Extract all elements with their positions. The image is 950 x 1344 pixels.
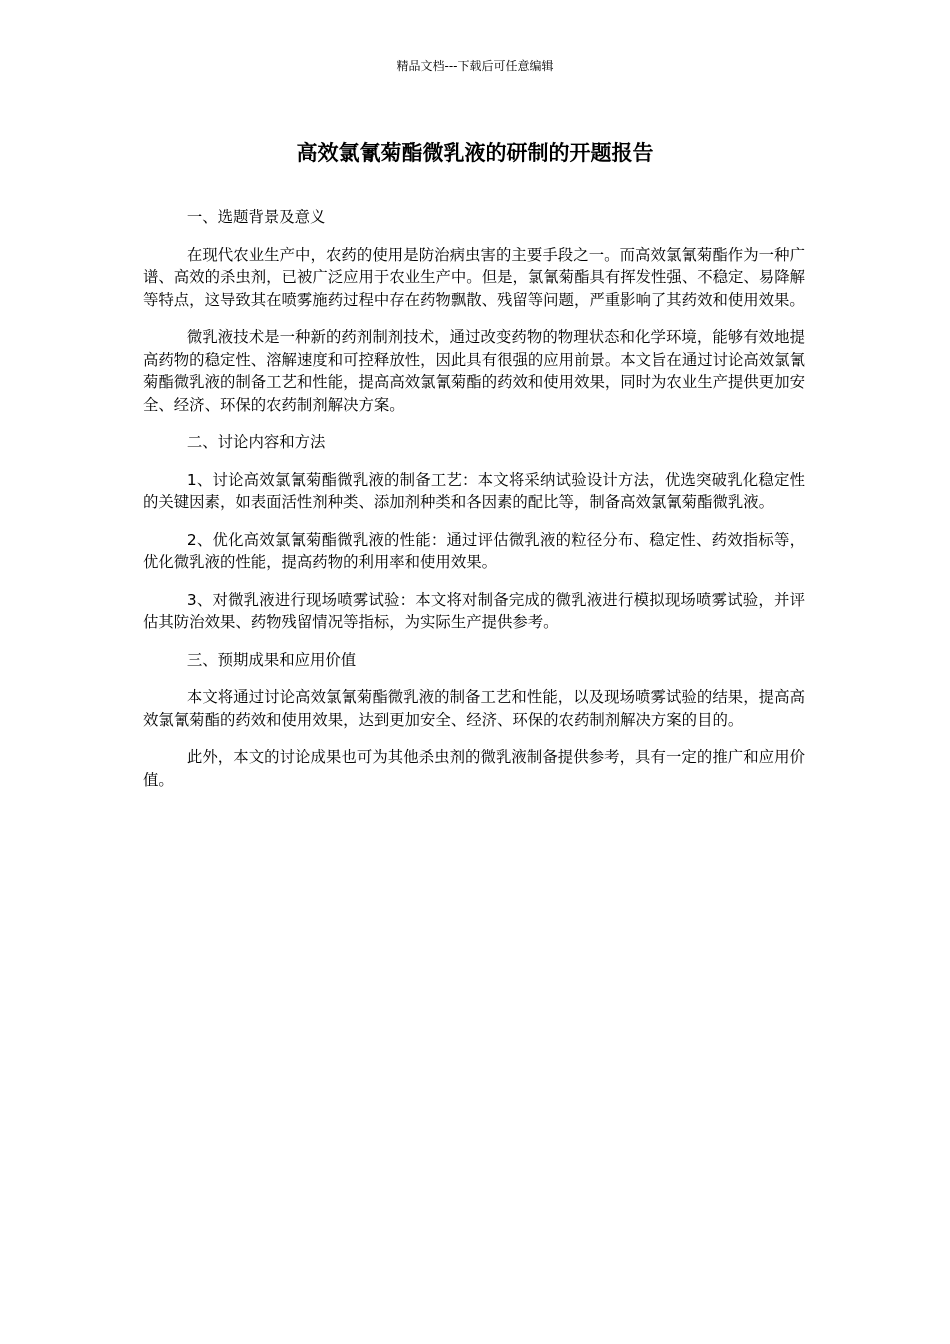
paragraph: 在现代农业生产中，农药的使用是防治病虫害的主要手段之一。而高效氯氰菊酯作为一种广谱、高效的杀虫剂，已被广泛应用于农业生产中。但是，氯氰菊酯具有挥发性强、不稳定、易降解等特点，这导致其在喷雾施药过程中存在药物飘散、残留等问题，严重影响了其药效和使用效果。 — [143, 245, 805, 309]
section-heading-content-methods: 二、讨论内容和方法 — [186, 433, 326, 451]
section-heading-background: 一、选题背景及意义 — [186, 208, 326, 226]
section-heading-expected-results: 三、预期成果和应用价值 — [186, 650, 357, 669]
document-title: 高效氯氰菊酯微乳液的研制的开题报告 — [296, 141, 654, 165]
paragraph: 此外，本文的讨论成果也可为其他杀虫剂的微乳液制备提供参考，具有一定的推广和应用价值。 — [143, 748, 805, 789]
page-header: 精品文档---下载后可任意编辑 — [396, 59, 554, 73]
paragraph: 3、对微乳液进行现场喷雾试验：本文将对制备完成的微乳液进行模拟现场喷雾试验，并评估其防治效果、药物残留情况等指标，为实际生产提供参考。 — [143, 590, 805, 631]
paragraph: 本文将通过讨论高效氯氰菊酯微乳液的制备工艺和性能，以及现场喷雾试验的结果，提高高效氯氰菊酯的药效和使用效果，达到更加安全、经济、环保的农药制剂解决方案的目的。 — [143, 688, 805, 729]
paragraph: 1、讨论高效氯氰菊酯微乳液的制备工艺：本文将采纳试验设计方法，优选突破乳化稳定性的关键因素，如表面活性剂种类、添加剂种类和各因素的配比等，制备高效氯氰菊酯微乳液。 — [143, 470, 805, 511]
document-body — [143, 206, 805, 806]
paragraph: 2、优化高效氯氰菊酯微乳液的性能：通过评估微乳液的粒径分布、稳定性、药效指标等，优化微乳液的性能，提高药物的利用率和使用效果。 — [143, 530, 805, 571]
paragraph: 微乳液技术是一种新的药剂制剂技术，通过改变药物的物理状态和化学环境，能够有效地提高药物的稳定性、溶解速度和可控释放性，因此具有很强的应用前景。本文旨在通过讨论高效氯氰菊酯微乳液的制备工艺和性能，提高高效氯氰菊酯的药效和使用效果，同时为农业生产提供更加安全、经济、环保的农药制剂解决方案。 — [143, 328, 805, 414]
